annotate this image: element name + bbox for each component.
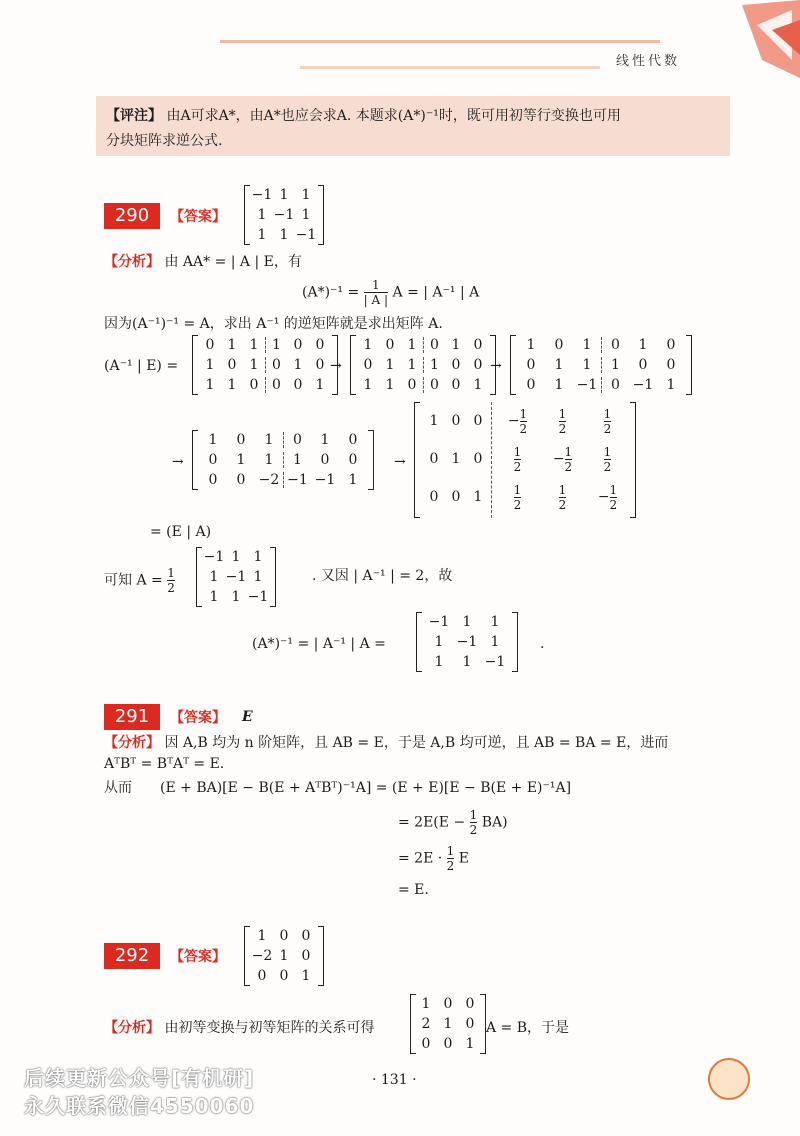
matrix-cell: 1 — [443, 1016, 453, 1032]
know-matrix — [196, 547, 276, 607]
eq-EA: = (E | A) — [150, 524, 212, 540]
matrix-cell: 0 — [265, 377, 287, 393]
matrix-cell: 0 — [421, 1036, 431, 1052]
matrix-cell: 0 — [279, 968, 289, 984]
matrix-cell: 1 — [257, 928, 267, 944]
matrix-cell: 0 — [465, 1016, 475, 1032]
derivation-1b: (E + BA)[E − B(E + AᵀBᵀ)⁻¹A] = (E + E)[E − B(E + E)⁻¹A] — [160, 780, 572, 796]
matrix-cell: 0 — [315, 357, 325, 373]
matrix-row — [199, 430, 367, 450]
frac-num: 1 — [372, 278, 380, 292]
matrix-cell: 1 — [283, 452, 311, 468]
matrix-cell: 0 — [385, 337, 395, 353]
matrix-cell: 0 — [407, 377, 417, 393]
matrix-cell: 0 — [279, 928, 289, 944]
answer-label: 【答案】 — [170, 209, 226, 225]
eq-left: (A*)⁻¹ = — [302, 284, 360, 301]
matrix-row — [425, 612, 509, 632]
aug-label: (A⁻¹ | E) = — [104, 358, 179, 374]
matrix-cell: 1 — [301, 187, 311, 203]
matrix-cell: − $\frac{1}{2}$ — [597, 482, 618, 512]
eq-right: A = | A⁻¹ | A — [392, 284, 480, 301]
matrix-row — [423, 402, 489, 440]
matrix-cell: 1 — [279, 948, 289, 964]
analysis-tail: A = B，于是 — [486, 1020, 570, 1036]
elementary-matrix — [410, 994, 486, 1054]
matrix-cell: 0 — [465, 996, 475, 1012]
matrix-cell: 1 — [451, 337, 461, 353]
matrix-cell: 1 — [236, 452, 246, 468]
matrix-cell: 1 — [253, 569, 263, 585]
matrix-row — [199, 450, 367, 470]
matrix-row — [251, 946, 317, 966]
matrix-cell: 0 — [666, 337, 676, 353]
matrix-cell: 1 — [638, 337, 648, 353]
know-line — [104, 566, 175, 595]
analysis-text: 由初等变换与初等矩阵的关系可得 — [164, 1020, 375, 1036]
matrix-cell: $\frac{1}{2}$ — [558, 482, 567, 512]
matrix-cell: 1 — [264, 452, 274, 468]
matrix-cell: 1 — [407, 357, 417, 373]
matrix-row — [203, 587, 269, 607]
fraction — [364, 278, 388, 307]
matrix-cell: $\frac{1}{2}$ — [558, 406, 567, 436]
matrix-cell: 0 — [208, 452, 218, 468]
note-tag: 【评注】 — [106, 108, 162, 124]
matrix-cell: −1 — [428, 614, 450, 630]
matrix-cell: 0 — [443, 996, 453, 1012]
matrix-cell: 0 — [348, 432, 358, 448]
matrix-cell: 1 — [526, 337, 536, 353]
matrix-cell: 1 — [601, 357, 629, 373]
answer-value: E — [242, 709, 253, 725]
matrix-cell: $\frac{1}{2}$ — [513, 482, 522, 512]
derivation-4: = E. — [398, 882, 429, 898]
frac-num: 1 — [469, 808, 478, 822]
frac-num: 1 — [446, 844, 455, 858]
matrix-row — [203, 567, 269, 587]
matrix-row — [495, 478, 631, 516]
matrix-cell: 0 — [301, 928, 311, 944]
matrix-cell: 0 — [666, 357, 676, 373]
matrix-cell: 0 — [423, 337, 445, 353]
header-stripe — [300, 66, 600, 69]
final-eq: (A*)⁻¹ = | A⁻¹ | A = — [252, 636, 386, 652]
matrix-cell: 0 — [526, 357, 536, 373]
matrix-cell: −1 — [273, 207, 295, 223]
matrix-cell: −1 — [251, 187, 273, 203]
matrix-cell: 0 — [208, 472, 218, 488]
matrix-cell: 0 — [638, 357, 648, 373]
frac-den: 2 — [469, 823, 478, 837]
matrix-cell: 0 — [320, 452, 330, 468]
matrix-cell: 0 — [301, 948, 311, 964]
matrix-cell: 1 — [434, 634, 444, 650]
matrix-row — [199, 375, 331, 395]
matrix-cell: 1 — [429, 413, 439, 429]
analysis-line — [104, 1018, 374, 1038]
matrix-cell: 0 — [315, 337, 325, 353]
matrix-cell: 1 — [253, 549, 263, 565]
matrix-cell: 1 — [205, 357, 215, 373]
matrix-cell: −1 — [484, 654, 506, 670]
problem-number: 292 — [104, 943, 160, 969]
matrix-cell: 1 — [231, 549, 241, 565]
matrix-cell: 0 — [257, 968, 267, 984]
derivation-1a: 从而 — [104, 780, 132, 796]
matrix-cell: 1 — [554, 357, 564, 373]
matrix-step-2 — [350, 335, 496, 395]
matrix-cell: 1 — [473, 377, 483, 393]
matrix-cell: −1 — [247, 589, 269, 605]
problem-number: 291 — [104, 704, 160, 730]
matrix-row — [251, 185, 317, 205]
matrix-cell: 0 — [451, 489, 461, 505]
matrix-cell: 1 — [227, 337, 237, 353]
matrix-row — [425, 632, 509, 652]
matrix-cell: 0 — [423, 377, 445, 393]
matrix-cell: 1 — [363, 377, 373, 393]
matrix-cell: 0 — [429, 451, 439, 467]
matrix-cell: 0 — [601, 377, 629, 393]
equation — [302, 278, 479, 307]
matrix-row — [357, 375, 489, 395]
matrix-cell: 1 — [666, 377, 676, 393]
matrix-step-5 — [414, 402, 636, 518]
matrix-cell: 0 — [205, 337, 215, 353]
matrix-cell: 2 — [421, 1016, 431, 1032]
matrix-cell: 0 — [265, 357, 287, 373]
matrix-cell: 0 — [554, 337, 564, 353]
deriv-3a: = 2E · — [398, 850, 443, 867]
matrix-cell: 1 — [385, 357, 395, 373]
matrix-cell: 0 — [429, 489, 439, 505]
matrix-cell: 1 — [301, 968, 311, 984]
know-text: 可知 A = — [104, 572, 163, 589]
matrix-cell: 1 — [227, 377, 237, 393]
matrix-cell: 1 — [209, 569, 219, 585]
matrix-cell: 0 — [451, 413, 461, 429]
matrix-row — [425, 652, 509, 672]
analysis-label: 【分析】 — [104, 735, 160, 751]
note-box — [96, 96, 730, 156]
deriv-2b: BA) — [481, 814, 508, 831]
matrix-cell: 0 — [227, 357, 237, 373]
matrix-cell: 1 — [423, 357, 445, 373]
matrix-cell: 1 — [490, 634, 500, 650]
matrix-cell: 0 — [283, 432, 311, 448]
arrow: → — [172, 454, 184, 470]
matrix-cell: 1 — [582, 337, 592, 353]
analysis-line — [104, 252, 302, 272]
matrix-row — [517, 355, 685, 375]
matrix-row — [357, 355, 489, 375]
analysis-label: 【分析】 — [104, 1020, 160, 1036]
matrix-cell: 0 — [236, 472, 246, 488]
matrix-row — [199, 470, 367, 490]
matrix-cell: 1 — [315, 377, 325, 393]
matrix-cell: 1 — [554, 377, 564, 393]
period: . — [540, 636, 545, 652]
analysis-label: 【分析】 — [104, 254, 160, 270]
corner-decoration-icon — [732, 0, 800, 80]
matrix-cell: −1 — [632, 377, 654, 393]
matrix-cell: 1 — [582, 357, 592, 373]
matrix-cell: 1 — [473, 489, 483, 505]
matrix-cell: −1 — [203, 549, 225, 565]
matrix-cell: 0 — [473, 451, 483, 467]
frac-den: 2 — [167, 581, 175, 595]
matrix-cell: 1 — [257, 227, 267, 243]
matrix-cell: 0 — [249, 377, 259, 393]
matrix-cell: 0 — [601, 337, 629, 353]
matrix-cell: 1 — [462, 614, 472, 630]
analysis-line-2: AᵀBᵀ = BᵀAᵀ = E. — [104, 756, 225, 772]
frac-den: 2 — [446, 859, 455, 873]
matrix-cell: 1 — [209, 589, 219, 605]
matrix-cell: −2 — [251, 948, 273, 964]
header-subject: 线性代数 — [615, 54, 680, 69]
matrix-cell: 1 — [249, 357, 259, 373]
matrix-cell: $\frac{1}{2}$ — [603, 444, 612, 474]
matrix-cell: 1 — [490, 614, 500, 630]
matrix-row — [203, 547, 269, 567]
matrix-cell: 1 — [208, 432, 218, 448]
matrix-row — [415, 1014, 481, 1034]
matrix-cell: 1 — [231, 589, 241, 605]
answer-matrix — [244, 185, 324, 245]
arrow: → — [330, 358, 342, 374]
matrix-row — [415, 1034, 481, 1054]
matrix-row — [495, 440, 631, 478]
matrix-cell: 1 — [279, 227, 289, 243]
matrix-cell: 0 — [473, 413, 483, 429]
matrix-cell: 1 — [249, 337, 259, 353]
matrix-cell: 0 — [293, 377, 303, 393]
matrix-cell: 0 — [348, 452, 358, 468]
matrix-cell: 1 — [434, 654, 444, 670]
matrix-cell: 1 — [462, 654, 472, 670]
watermark-line-1: 后续更新公众号[有机研] — [24, 1066, 255, 1090]
matrix-row — [199, 355, 331, 375]
matrix-cell: 1 — [265, 337, 287, 353]
matrix-row — [423, 440, 489, 478]
matrix-cell: 1 — [451, 451, 461, 467]
matrix-cell: 0 — [451, 377, 461, 393]
matrix-cell: − $\frac{1}{2}$ — [552, 444, 573, 474]
know-tail: . 又因 | A⁻¹ | = 2，故 — [312, 568, 453, 584]
matrix-cell: −2 — [258, 472, 280, 488]
page-number: · 131 · — [372, 1072, 417, 1088]
matrix-row — [495, 402, 631, 440]
matrix-row — [199, 335, 331, 355]
matrix-cell: 0 — [451, 357, 461, 373]
matrix-cell: 0 — [363, 357, 373, 373]
matrix-cell: − $\frac{1}{2}$ — [507, 406, 528, 436]
matrix-cell: 1 — [348, 472, 358, 488]
matrix-cell: 1 — [320, 432, 330, 448]
deriv-2a: = 2E(E − — [398, 814, 466, 831]
matrix-cell: −1 — [283, 472, 311, 488]
matrix-row — [415, 994, 481, 1014]
matrix-cell: 0 — [293, 337, 303, 353]
fraction — [447, 844, 455, 873]
watermark-line-2: 永久联系微信4550060 — [24, 1094, 255, 1118]
analysis-line — [104, 733, 668, 753]
matrix-row — [251, 926, 317, 946]
derivation-3 — [398, 844, 469, 873]
matrix-cell: 1 — [363, 337, 373, 353]
matrix-row — [251, 225, 317, 245]
matrix-cell: 1 — [407, 337, 417, 353]
matrix-row — [517, 335, 685, 355]
matrix-step-3 — [510, 335, 692, 395]
frac-den: | A | — [363, 293, 389, 307]
header-stripe — [220, 40, 660, 43]
matrix-cell: 1 — [421, 996, 431, 1012]
matrix-cell: 0 — [526, 377, 536, 393]
matrix-cell: −1 — [314, 472, 336, 488]
frac-num: 1 — [167, 566, 175, 580]
matrix-cell: 1 — [279, 187, 289, 203]
analysis-text: 由 AA* = | A | E，有 — [164, 254, 302, 270]
fraction — [470, 808, 478, 837]
matrix-cell: 0 — [236, 432, 246, 448]
matrix-cell: 1 — [293, 357, 303, 373]
derivation-2 — [398, 808, 508, 837]
matrix-cell: 1 — [205, 377, 215, 393]
matrix-cell: $\frac{1}{2}$ — [603, 406, 612, 436]
note-text-2: 分块矩阵求逆公式. — [106, 133, 223, 149]
answer-label: 【答案】 — [170, 949, 226, 965]
problem-number: 290 — [104, 203, 160, 229]
matrix-row — [357, 335, 489, 355]
arrow: → — [394, 454, 406, 470]
matrix-cell: 1 — [465, 1036, 475, 1052]
matrix-cell: 1 — [264, 432, 274, 448]
matrix-step-4 — [192, 430, 374, 490]
matrix-cell: $\frac{1}{2}$ — [513, 444, 522, 474]
matrix-cell: −1 — [225, 569, 247, 585]
matrix-cell: 1 — [301, 207, 311, 223]
analysis-text: 因 A,B 均为 n 阶矩阵，且 AB = E，于是 A,B 均可逆，且 AB = BA = E，进而 — [164, 735, 669, 751]
matrix-cell: −1 — [295, 227, 317, 243]
fraction — [167, 566, 175, 595]
arrow: → — [490, 358, 502, 374]
answer-label: 【答案】 — [170, 710, 226, 726]
matrix-row — [423, 478, 489, 516]
mascot-icon — [708, 1058, 750, 1100]
answer-matrix — [244, 926, 324, 986]
final-matrix — [416, 612, 518, 672]
matrix-cell: 0 — [473, 357, 483, 373]
matrix-cell: 0 — [473, 337, 483, 353]
matrix-step-1 — [192, 335, 338, 395]
matrix-cell: −1 — [456, 634, 478, 650]
matrix-row — [251, 205, 317, 225]
matrix-cell: 0 — [443, 1036, 453, 1052]
note-text: 由A可求A*，由A*也应会求A. 本题求(A*)⁻¹时，既可用初等行变换也可用 — [166, 108, 621, 124]
text-line: 因为(A⁻¹)⁻¹ = A，求出 A⁻¹ 的逆矩阵就是求出矩阵 A. — [104, 316, 443, 332]
matrix-cell: 1 — [385, 377, 395, 393]
matrix-cell: 1 — [257, 207, 267, 223]
deriv-3b: E — [458, 850, 469, 867]
matrix-row — [251, 966, 317, 986]
matrix-row — [517, 375, 685, 395]
matrix-cell: −1 — [576, 377, 598, 393]
